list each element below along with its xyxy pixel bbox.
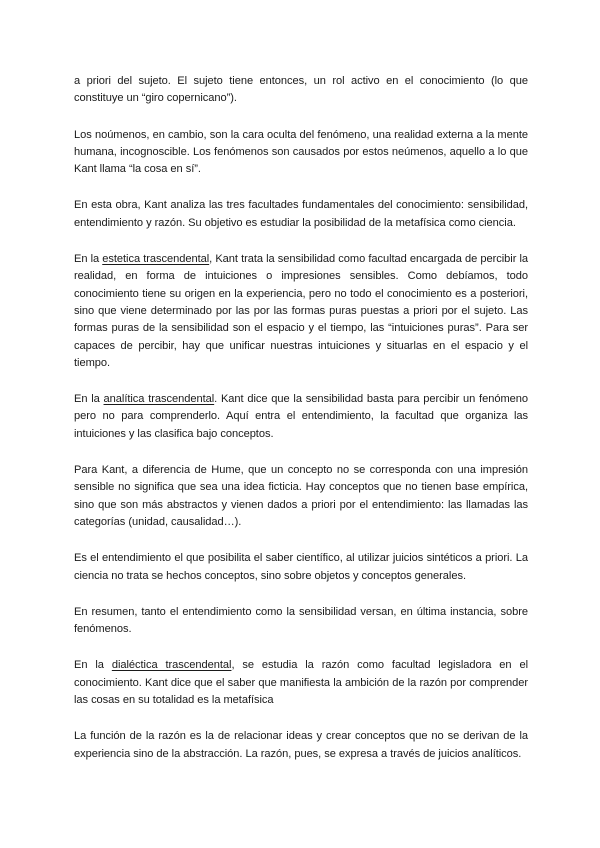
paragraph-text: Los noúmenos, en cambio, son la cara oculta del fenómeno, una realidad externa a la mente humana, incognoscible. Los fenómenos son causados por estos neúmenos, aquello a lo que Kant llama “la cosa en sí”. [74,128,528,176]
paragraph-7 [74,550,528,585]
paragraph-text: , Kant trata la sensibilidad como facultad encargada de percibir la realidad, en forma de intuiciones o impresiones sensibles. Como debíamos, todo conocimiento tiene su origen en la experiencia, pero no todo el conocimiento es a posteriori, sino que viene determinado por las por las formas puras puestas a priori por el sujeto. Las formas puras de la sensibilidad son el espacio y el tiempo, las “intuiciones puras”. Para ser capaces de percibir, hay que unificar nuestras intuiciones y situarlas en el espacio y el tiempo. [74,253,528,369]
paragraph-1 [74,73,528,108]
paragraph-text: La función de la razón es la de relacionar ideas y crear conceptos que no se derivan de la experiencia sino de la abstracción. La razón, pues, se expresa a través de juicios analíticos. [74,730,528,760]
paragraph-8 [74,604,528,639]
paragraph-6 [74,462,528,531]
paragraph-5 [74,391,528,443]
paragraph-text: , se estudia la razón como facultad legisladora en el conocimiento. Kant dice que el saber que manifiesta la ambición de la razón por comprender las cosas en su totalidad es la metafísica [74,659,528,707]
paragraph-4 [74,251,528,372]
paragraph-text: En resumen, tanto el entendimiento como la sensibilidad versan, en última instancia, sobre fenómenos. [74,605,528,636]
paragraph-text: . Kant dice que la sensibilidad basta para percibir un fenómeno pero no para comprenderlo. Aquí entra el entendimiento, la facultad que organiza las intuiciones y las clasifica bajo conceptos. [74,393,528,440]
paragraph-text: Para Kant, a diferencia de Hume, que un concepto no se corresponda con una impresión sensible no significa que sea una idea ficticia. Hay conceptos que no tienen base empírica, sino que son más abstractos y vienen dados a priori por el entendimiento: las llamadas las categorías (unidad, causalidad…). [74,464,528,528]
paragraph-text: a priori del sujeto. El sujeto tiene entonces, un rol activo en el conocimiento (lo que constituye un “giro copernicano”). [74,75,528,105]
underlined-term-analitica: analítica trascendental [103,393,215,406]
underlined-term-dialectica: dialéctica trascendental [111,659,232,672]
paragraph-text: En la [74,253,103,266]
paragraph-9 [74,657,528,709]
paragraph-2 [74,127,528,179]
paragraph-text: En la [74,393,104,406]
paragraph-text: En esta obra, Kant analiza las tres facultades fundamentales del conocimiento: sensibilidad, entendimiento y razón. Su objetivo es estudiar la posibilidad de la metafísica como ciencia. [74,199,528,229]
document-page [74,73,528,782]
paragraph-10 [74,728,528,763]
paragraph-3 [74,197,528,232]
paragraph-text: Es el entendimiento el que posibilita el saber científico, al utilizar juicios sintéticos a priori. La ciencia no trata se hechos conceptos, sino sobre objetos y conceptos generales. [74,552,528,582]
paragraph-text: En la [74,659,112,672]
underlined-term-estetica: estetica trascendental [102,253,210,266]
